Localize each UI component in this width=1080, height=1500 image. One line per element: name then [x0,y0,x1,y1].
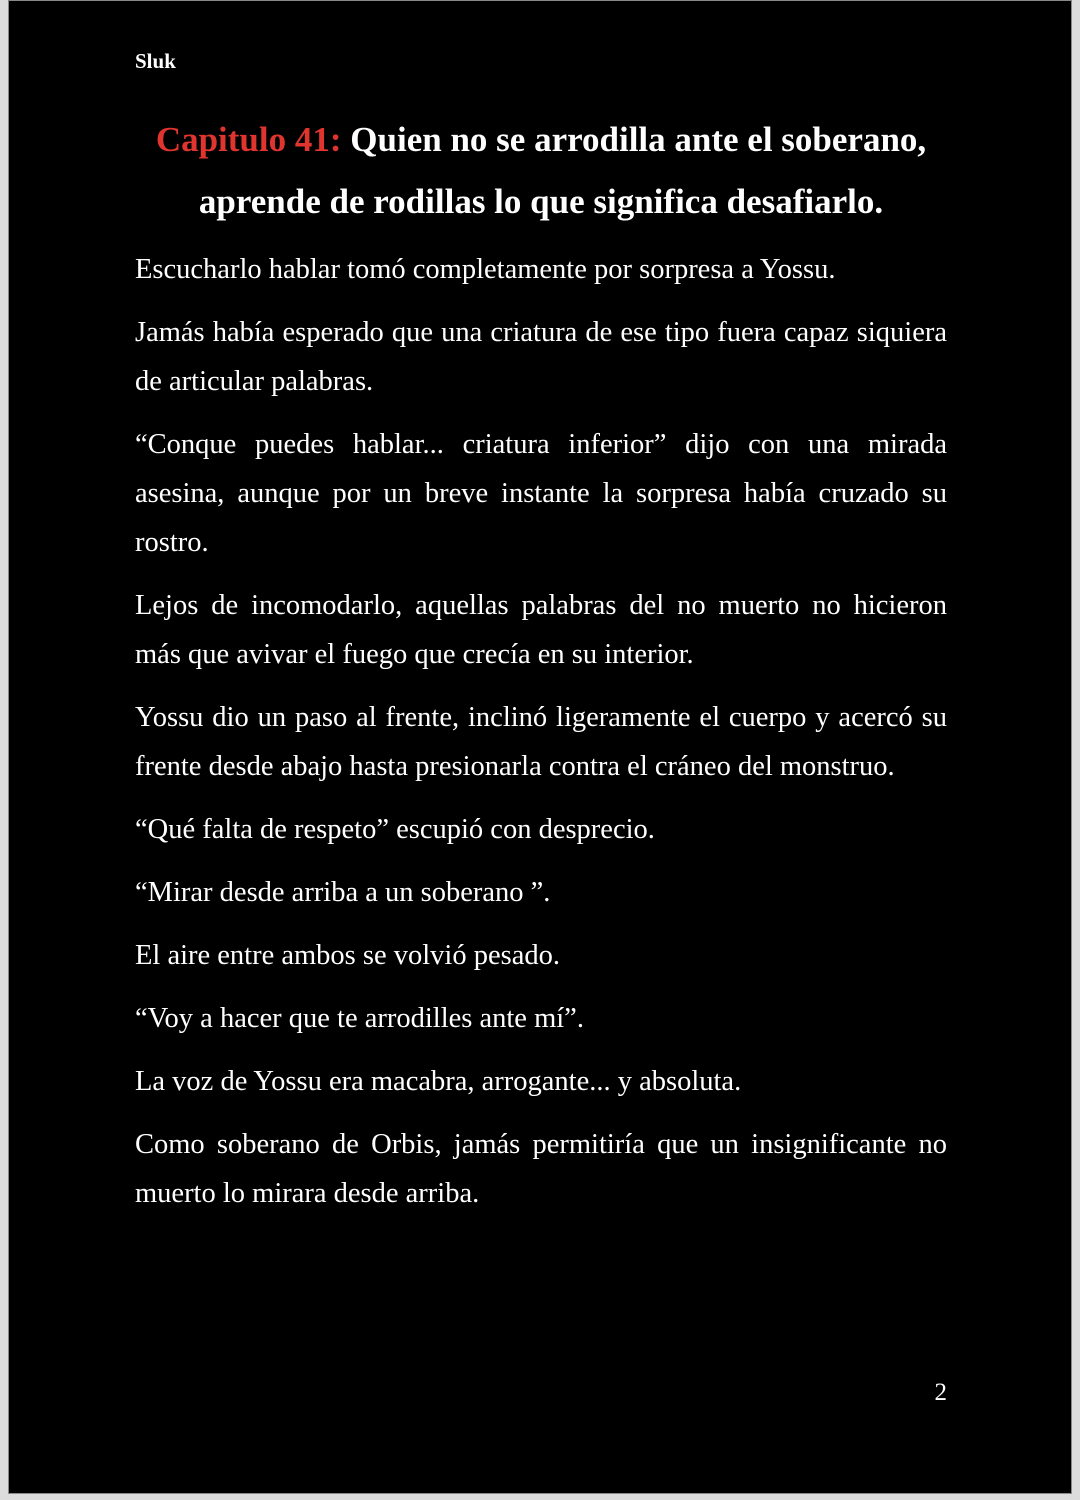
chapter-title [135,109,947,233]
paragraph: “Voy a hacer que te arrodilles ante mí”. [135,1003,584,1034]
chapter-label: Capitulo 41: [155,120,342,159]
body-text [135,245,947,1232]
paragraph: “Mirar desde arriba a un soberano ”. [135,877,551,908]
paragraph: “Qué falta de respeto” escupió con desprecio. [135,814,655,845]
paragraph: La voz de Yossu era macabra, arrogante... y absoluta. [135,1066,742,1097]
paragraph: Como soberano de Orbis, jamás permitiría que un insignificante no muerto lo mirara desde arriba. [135,1129,947,1209]
paragraph: Escucharlo hablar tomó completamente por sorpresa a Yossu. [135,254,836,285]
paragraph: Yossu dio un paso al frente, inclinó ligeramente el cuerpo y acercó su frente desde abajo hasta presionarla contra el cráneo del monstruo. [135,702,947,782]
paragraph: Lejos de incomodarlo, aquellas palabras del no muerto no hicieron más que avivar el fuego que crecía en su interior. [135,590,947,670]
page-number: 2 [934,1379,947,1406]
running-header-author: Sluk [135,49,176,73]
paragraph: “Conque puedes hablar... criatura inferior” dijo con una mirada asesina, aunque por un breve instante la sorpresa había cruzado su rostro. [135,429,947,558]
document-page [8,0,1072,1494]
paragraph: Jamás había esperado que una criatura de ese tipo fuera capaz siquiera de articular palabras. [135,317,947,397]
paragraph: El aire entre ambos se volvió pesado. [135,940,560,971]
chapter-title-text: Quien no se arrodilla ante el soberano, aprende de rodillas lo que significa desafiarlo. [198,120,927,221]
